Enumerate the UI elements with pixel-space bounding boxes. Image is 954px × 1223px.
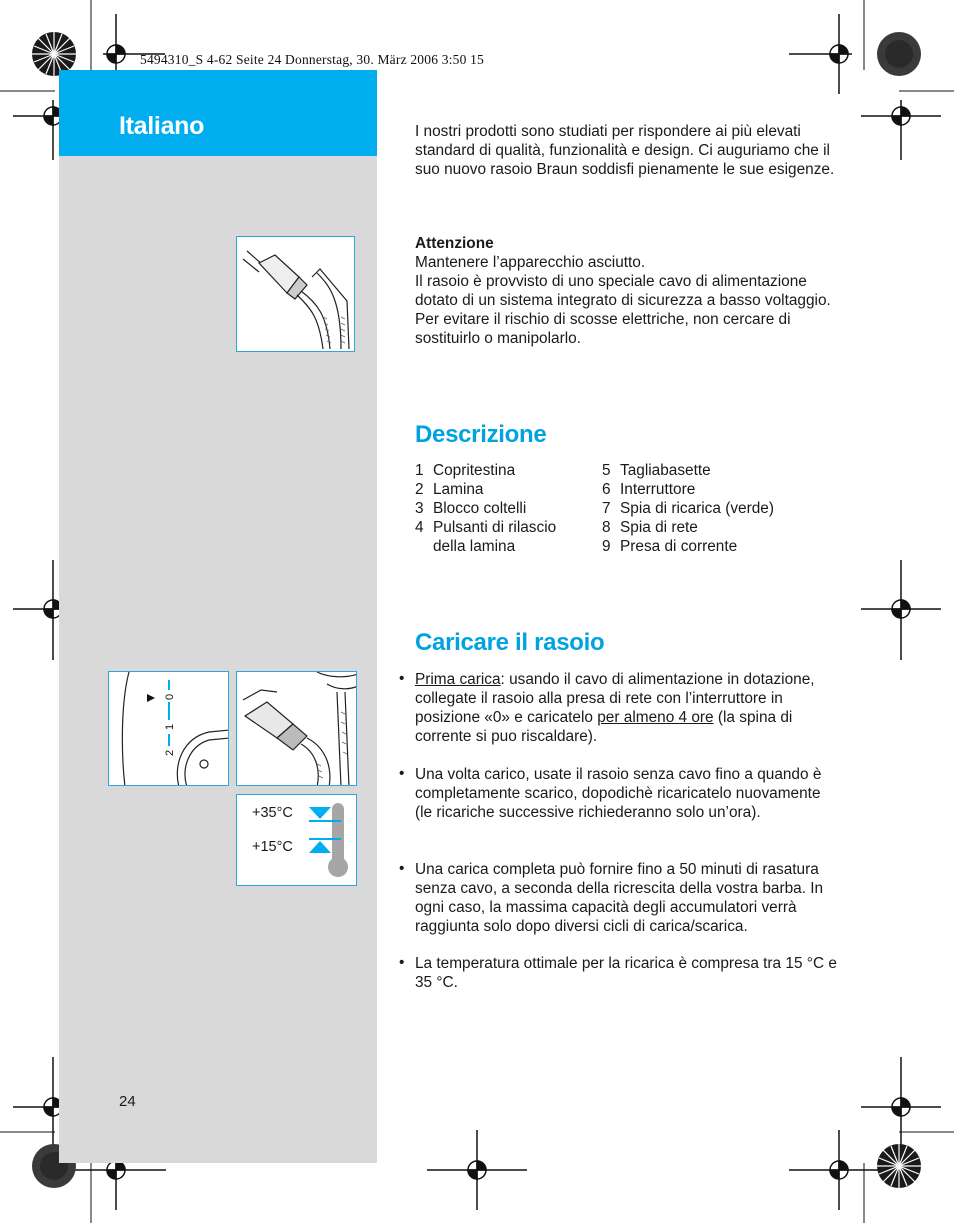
temp-high-label: +35°C (252, 805, 293, 821)
charging-bullet-runtime: • Una carica completa può fornire fino a 50 minuti di rasatura senza cavo, a seconda della ricrescita della vostra barba. In ogni caso, la massima capacità degli accumulatori verrà raggiunta solo dopo diversi cicli di carica/scarica. (399, 860, 824, 935)
list-item: 8 Spia di rete (602, 519, 698, 536)
attention-text (415, 253, 840, 348)
plug-cord-illustration (236, 236, 355, 352)
switch-pos-2: 2 (164, 749, 176, 756)
list-item: 7 Spia di ricarica (verde) (602, 500, 774, 517)
list-item: 1 Copritestina (415, 462, 516, 479)
parts-list-left (415, 461, 585, 556)
temp-low-label: +15°C (252, 839, 293, 855)
min-charge-time: per almeno 4 ore (597, 709, 714, 726)
attention-line-1: Mantenere l’apparecchio asciutto. (415, 254, 646, 271)
print-header: 5494310_S 4-62 Seite 24 Donnerstag, 30. März 2006 3:50 15 (140, 52, 484, 67)
plug-insert-drawing (237, 672, 357, 786)
switch-position-illustration (108, 671, 229, 786)
attention-line-2: Il rasoio è provvisto di uno speciale cavo di alimentazione dotato di un sistema integrato di sicurezza a basso voltaggio. Per evitare il rischio di scosse elettriche, non cercare di sostituirlo o manipolarlo. (415, 273, 831, 347)
list-item: 5 Tagliabasette (602, 462, 711, 479)
temperature-range-illustration (236, 794, 357, 886)
charging-bullet-temperature: • La temperatura ottimale per la ricarica è compresa tra 15 °C e 35 °C. (399, 954, 837, 991)
section-title: Italiano (119, 112, 205, 140)
attention-heading: Attenzione (415, 235, 494, 252)
list-item: 9 Presa di corrente (602, 538, 738, 555)
plug-insert-illustration (236, 671, 357, 786)
plug-cord-drawing (237, 237, 355, 352)
bullet-marker: • (399, 765, 405, 782)
charging-bullet-first-charge: • Prima carica: usando il cavo di alimentazione in dotazione, collegate il rasoio alla presa di rete con l’interruttore in posizione «0» e caricatelo per almeno 4 ore (la spina di corrente si puo riscaldare). (399, 670, 815, 745)
bullet-marker: • (399, 860, 405, 877)
switch-pos-0: 0 (164, 693, 176, 700)
language-header-band (59, 70, 377, 156)
charging-heading: Caricare il rasoio (415, 629, 605, 656)
sidebar-column (59, 70, 377, 1163)
shaver-switch-drawing (109, 672, 229, 786)
switch-pos-1: 1 (164, 723, 176, 730)
page-number: 24 (119, 1093, 136, 1110)
list-item: 6 Interruttore (602, 481, 696, 498)
list-item: 4 Pulsanti di rilascio della lamina (415, 519, 557, 555)
bullet-marker: • (399, 954, 405, 971)
description-heading: Descrizione (415, 421, 547, 448)
intro-paragraph: I nostri prodotti sono studiati per rispondere ai più elevati standard di qualità, funzionalità e design. Ci auguriamo che il suo nuovo rasoio Braun soddisfi pienamente le sue esigenze. (415, 123, 835, 178)
first-charge-label: Prima carica (415, 671, 501, 688)
charging-bullet-cordless-use: • Una volta carico, usate il rasoio senza cavo fino a quando è completamente scarico, dopodichè ricaricatelo nuovamente (le ricariche successive richiederanno solo un’ora). (399, 765, 822, 821)
bullet-marker: • (399, 670, 405, 687)
thermometer-icon (237, 795, 357, 886)
list-item: 2 Lamina (415, 481, 484, 498)
list-item: 3 Blocco coltelli (415, 500, 527, 517)
parts-list-right (602, 461, 842, 556)
